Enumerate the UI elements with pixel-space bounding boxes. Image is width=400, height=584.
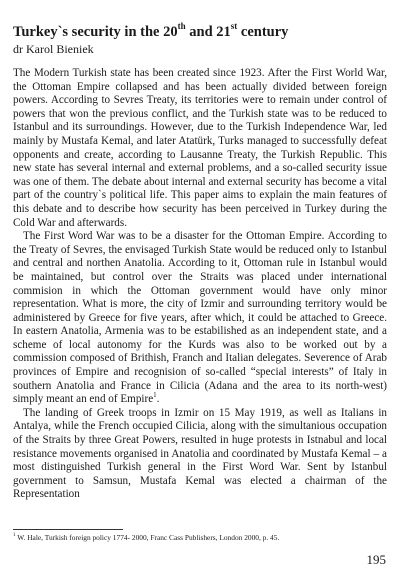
paragraph-1-text: The Modern Turkish state has been created since 1923. After the First World War, the Ottoman Empire collapsed and has been actually divided between foreign powers. According to Sevres Treaty, its territories were to remain under control of powers that won the previous conflict, and the Turkish state was to be reduced to Istanbul and its surroundings. However, due to the Turkish Independence War, led mainly by Mustafa Kemal, and later Atatürk, Turks managed to successfully defeat opponents and create, according to Lausanne Treaty, the Turkish Republic. This new state has several internal and external problems, and a so-called security issue was one of them. The debate about internal and external security has become a vital part of the country`s political life. This paper aims to explain the main features of this debate and to describe how security has been perceived in Turkey during the Cold War and afterwards. bbox=[13, 67, 387, 229]
title-suffix: century bbox=[237, 24, 289, 40]
page-number: 195 bbox=[366, 552, 386, 567]
article-title bbox=[13, 23, 383, 41]
title-middle: and 21 bbox=[185, 24, 231, 40]
footnote-text: W. Hale, Turkish foreign policy 1774- 2000, Franc Cass Publishers, London 2000, p. 45. bbox=[15, 533, 280, 542]
paragraph-1 bbox=[13, 67, 387, 230]
article-body bbox=[13, 67, 387, 502]
footnote-reference[interactable]: 1 bbox=[153, 390, 157, 399]
title-superscript-th: th bbox=[177, 21, 186, 32]
title-superscript-st: st bbox=[230, 21, 238, 32]
paragraph-2-end: . bbox=[156, 393, 160, 406]
paragraph-3 bbox=[13, 407, 387, 502]
footnote-divider bbox=[13, 529, 123, 530]
footnote-marker: 1 bbox=[13, 532, 16, 538]
footnote bbox=[13, 533, 387, 543]
paragraph-2 bbox=[13, 230, 387, 407]
author-name: dr Karol Bieniek bbox=[13, 42, 94, 56]
paragraph-3-text: The landing of Greek troops in Izmir on 15 May 1919, as well as Italians in Antalya, while the French occupied Cilicia, along with the simultanious occupation of the Straits by three Great Powers, resulted in huge protests in Istnabul and local resistance movements organised in Anatolia and coordinated by Mustafa Kemal – a most distinguished Turkish general in the First Word War. Sent by Istanbul government to Samsun, Mustafa Kemal was elected a chairman of the Representation bbox=[13, 406, 387, 501]
title-prefix: Turkey`s security in the 20 bbox=[13, 24, 178, 40]
paragraph-2-text: The First Word War was to be a disaster for the Ottoman Empire. According to the Treaty of Sevres, the envisaged Turkish State would be reduced only to Istanbul and central and northen Anatolia. According to it, Ottoman rule in Istanbul would be maintained, but control over the Straits was placed under international commision in which the Ottoman government would have only minor representation. What is more, the city of Izmir and surrounding territory would be administered by Greece for five years, after which, it could be attached to Greece. In eastern Anatolia, Armenia was to be estabilished as an independent state, and a scheme of local autonomy for the Kurds was also to be worked out by a commission composed of Brithish, Franch and Italian delegates. Severence of Arab provinces of Empire and recognision of so-called “special interests” of Italy in southern Anatolia and France in Cilicia (Adana and the area to its north-west) simply meant an end of Empire bbox=[13, 230, 387, 406]
